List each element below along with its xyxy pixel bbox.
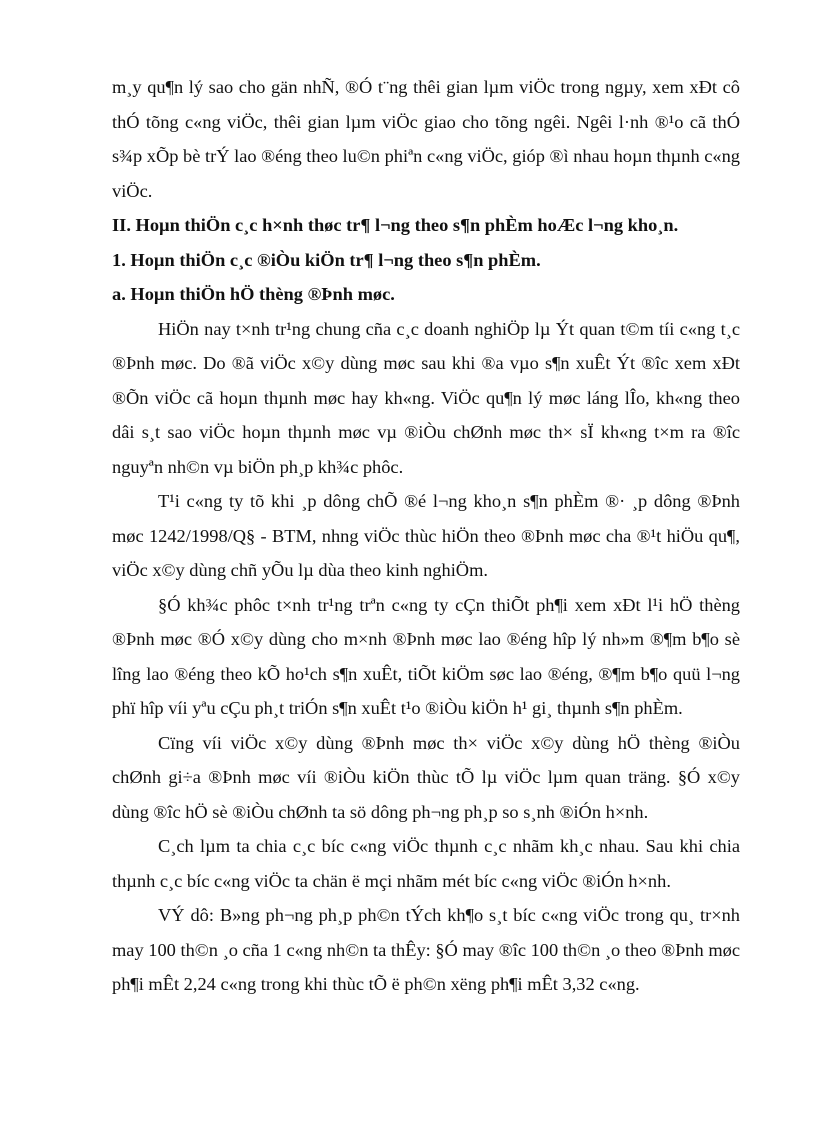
subsubsection-heading: a. Hoµn thiÖn hÖ thèng ®Þnh møc. xyxy=(112,284,395,304)
document-body xyxy=(112,70,740,1002)
section-heading: II. Hoµn thiÖn c¸c h×nh thøc tr¶ l¬ng theo s¶n phÈm hoÆc l¬ng kho¸n. xyxy=(112,215,679,235)
paragraph-method: C¸ch lµm ta chia c¸c bíc c«ng viÖc thµnh c¸c nhãm kh¸c nhau. Sau khi chia thµnh c¸c bíc c«ng viÖc ta chän ë mçi nhãm mét bíc c«ng viÖc ®iÓn h×nh. xyxy=(112,836,740,891)
paragraph-adjustment-system: Cïng víi viÖc x©y dùng ®Þnh møc th× viÖc x©y dùng hÖ thèng ®iÒu chØnh gi÷a ®Þnh møc víi ®iÒu kiÖn thùc tÕ lµ viÖc lµm quan träng. §Ó x©y dùng ®îc hÖ sè ®iÒu chØnh ta sö dông ph¬ng ph¸p so s¸nh ®iÓn h×nh. xyxy=(112,732,740,822)
paragraph-company-norms: T¹i c«ng ty tõ khi ¸p dông chÕ ®é l¬ng kho¸n s¶n phÈm ®· ¸p dông ®Þnh møc 1242/1998/Q§ - BTM, nhng viÖc thùc hiÖn theo ®Þnh møc cha ®¹t hiÖu qu¶, viÖc x©y dùng chñ yÕu lµ dùa theo kinh nghiÖm. xyxy=(112,491,740,580)
paragraph-example: VÝ dô: B»ng ph¬ng ph¸p ph©n tÝch kh¶o s¸t bíc c«ng viÖc trong qu¸ tr×nh may 100 th©n ¸o cña 1 c«ng nh©n ta thÊy: §Ó may ®îc 100 th©n ¸o theo ®Þnh møc ph¶i mÊt 2,24 c«ng trong khi thùc tÕ ë ph©n xëng ph¶i mÊt 3,32 c«ng. xyxy=(112,905,740,994)
paragraph-remedy: §Ó kh¾c phôc t×nh tr¹ng trªn c«ng ty cÇn thiÕt ph¶i xem xÐt l¹i hÖ thèng ®Þnh møc ®Ó x©y dùng cho m×nh ®Þnh møc lao ®éng hîp lý nh»m ®¶m b¶o sè lîng lao ®éng theo kÕ ho¹ch s¶n xuÊt, tiÕt kiÖm søc lao ®éng, ®¶m b¶o quü l¬ng phï hîp víi yªu cÇu ph¸t triÓn s¶n xuÊt t¹o ®iÒu kiÖn h¹ gi¸ thµnh s¶n phÈm. xyxy=(112,594,740,718)
paragraph-continuation: m¸y qu¶n lý sao cho gän nhÑ, ®Ó t¨ng thêi gian lµm viÖc trong ngµy, xem xÐt cô thÓ tõng c«ng viÖc, thêi gian lµm viÖc giao cho tõng ngêi. Ngêi l·nh ®¹o cã thÓ s¾p xÕp bè trÝ lao ®éng theo lu©n phiªn c«ng viÖc, gióp ®ì nhau hoµn thµnh c«ng viÖc. xyxy=(112,77,740,201)
subsection-heading: 1. Hoµn thiÖn c¸c ®iÒu kiÖn tr¶ l¬ng theo s¶n phÈm. xyxy=(112,249,541,270)
paragraph-current-situation: HiÖn nay t×nh tr¹ng chung cña c¸c doanh nghiÖp lµ Ýt quan t©m tíi c«ng t¸c ®Þnh møc. Do ®ã viÖc x©y dùng møc sau khi ®a vµo s¶n xuÊt Ýt ®îc xem xÐt ®Õn viÖc cã hoµn thµnh møc hay kh«ng. ViÖc qu¶n lý møc láng lÎo, kh«ng theo dâi s¸t sao viÖc hoµn thµnh møc vµ ®iÒu chØnh møc th× sÏ kh«ng t×m ra ®îc nguyªn nh©n vµ biÖn ph¸p kh¾c phôc. xyxy=(112,318,740,477)
